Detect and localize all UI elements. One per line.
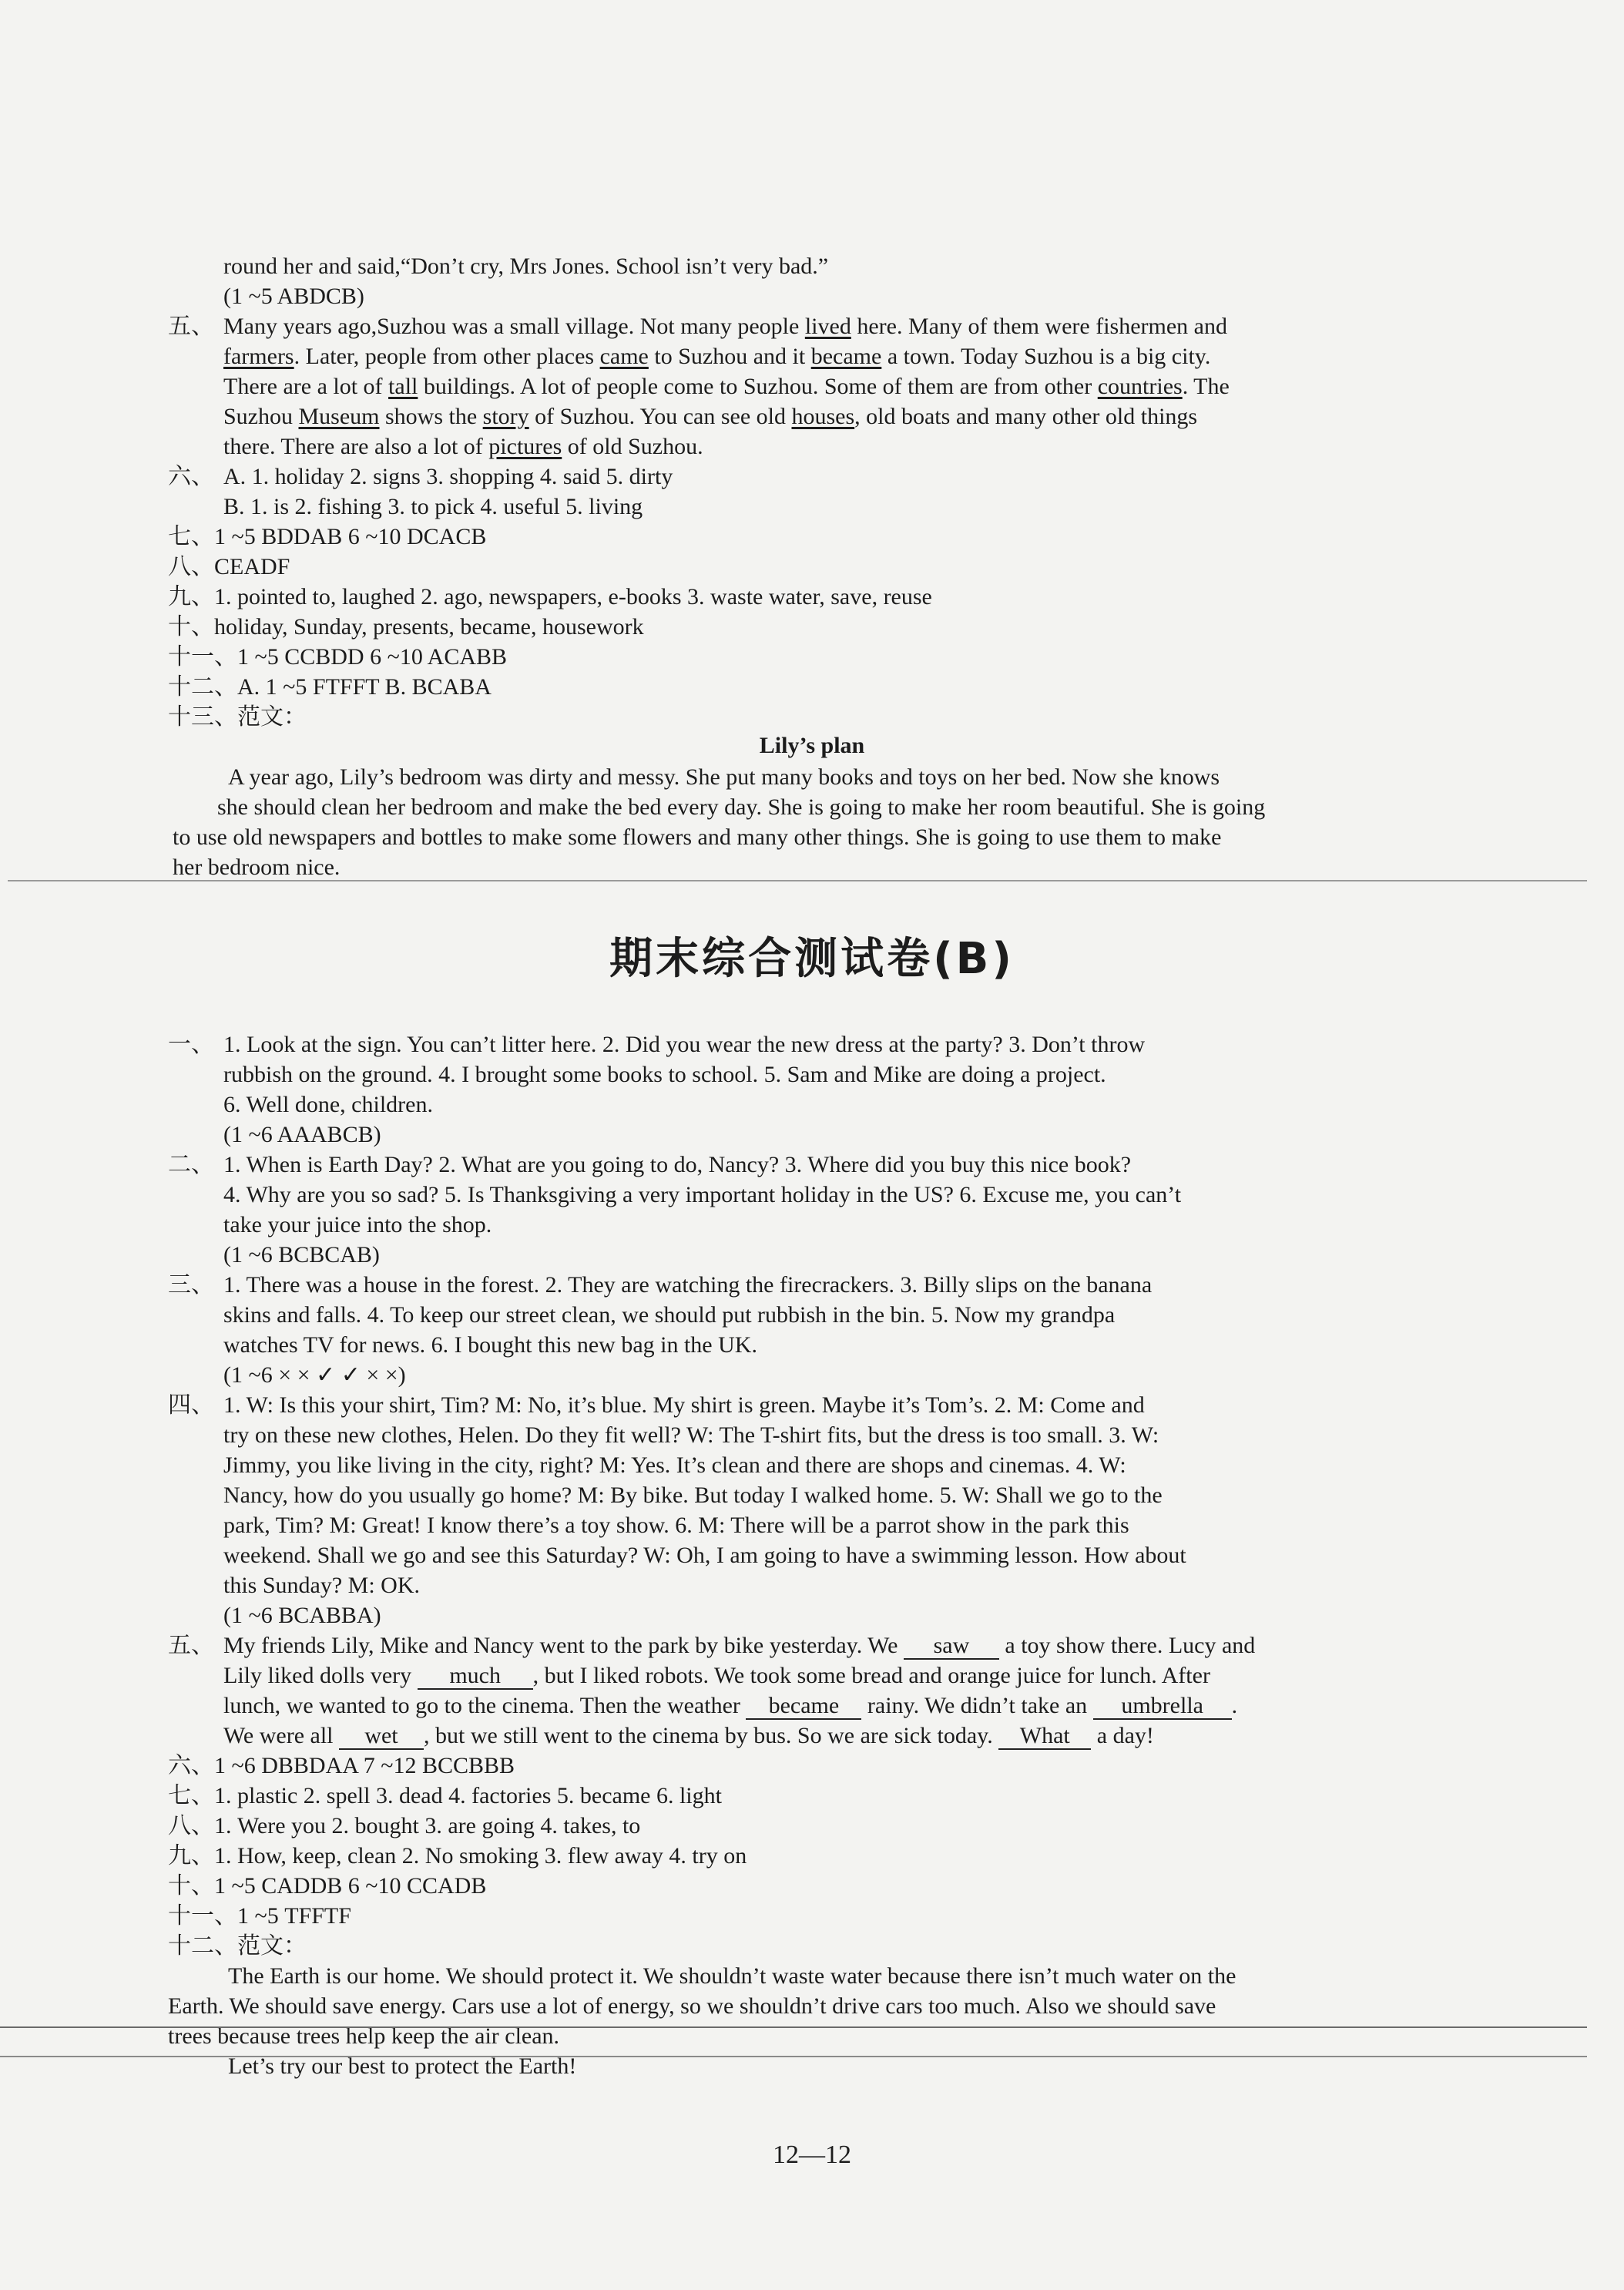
filled-blank: much bbox=[418, 1664, 533, 1690]
q9-answers: 九、1. How, keep, clean 2. No smoking 3. flew away 4. try on bbox=[168, 1843, 747, 1869]
q5-line-3: lunch, we wanted to go to the cinema. Then the weather became rainy. We didn’t take an umbrella . bbox=[223, 1693, 1238, 1718]
q5-line-1: 五、 Many years ago,Suzhou was a small village. Not many people lived here. Many of them were fishermen and bbox=[0, 311, 1624, 341]
q2-line: 4. Why are you so sad? 5. Is Thanksgiving a very important holiday in the US? 6. Excuse me, you can’t bbox=[223, 1182, 1182, 1207]
q6-answers: 六、1 ~6 DBBDAA 7 ~12 BCCBBB bbox=[168, 1753, 515, 1778]
q4-line: try on these new clothes, Helen. Do they fit well? W: The T-shirt fits, but the dress is too small. 3. W: bbox=[223, 1422, 1159, 1448]
q12-answers: 十二、A. 1 ~5 FTFFT B. BCABA bbox=[168, 674, 492, 700]
q6-line-b: B. 1. is 2. fishing 3. to pick 4. useful 5. living bbox=[223, 494, 643, 519]
filled-blank: umbrella bbox=[1093, 1694, 1232, 1720]
q8-answers: 八、1. Were you 2. bought 3. are going 4. takes, to bbox=[168, 1813, 641, 1838]
filled-blank: wet bbox=[339, 1724, 424, 1750]
question-label: 二、 bbox=[168, 1152, 214, 1177]
q13-label: 十三、范文： bbox=[168, 704, 307, 730]
scan-line bbox=[0, 2056, 1587, 2057]
essay-line: she should clean her bedroom and make the bed every day. She is going to make her room beautiful. She is going bbox=[217, 794, 1266, 820]
q4-line: Nancy, how do you usually go home? M: By bike. But today I walked home. 5. W: Shall we go to the bbox=[223, 1482, 1163, 1508]
q4-line: weekend. Shall we go and see this Saturday? W: Oh, I am going to have a swimming lesson. How about bbox=[223, 1543, 1186, 1568]
answer-word: tall bbox=[388, 374, 418, 399]
q9-answers: 九、1. pointed to, laughed 2. ago, newspapers, e-books 3. waste water, save, reuse bbox=[168, 584, 932, 609]
answer-word: became bbox=[810, 344, 882, 369]
answer-word: houses bbox=[791, 404, 855, 429]
q3-line: watches TV for news. 6. I bought this new bag in the UK. bbox=[223, 1332, 757, 1358]
q5-line-3: There are a lot of tall buildings. A lot of people come to Suzhou. Some of them are from other countries. The bbox=[223, 374, 1230, 399]
answer-word: lived bbox=[804, 314, 851, 339]
q5-line-4: Suzhou Museum shows the story of Suzhou. You can see old houses, old boats and many other old things bbox=[223, 404, 1198, 429]
q10-answers: 十、holiday, Sunday, presents, became, housework bbox=[168, 614, 644, 640]
essay-line: trees because trees help keep the air clean. bbox=[168, 2023, 560, 2049]
q11-answers: 十一、1 ~5 CCBDD 6 ~10 ACABB bbox=[168, 644, 508, 670]
q4-answers: (1 ~6 BCABBA) bbox=[223, 1603, 381, 1628]
essay-line: Earth. We should save energy. Cars use a lot of energy, so we shouldn’t drive cars too much. Also we should save bbox=[168, 1993, 1216, 2019]
q3-line: 三、 1. There was a house in the forest. 2. They are watching the firecrackers. 3. Billy slips on the banana bbox=[0, 1270, 1624, 1300]
exam-title: 期末综合测试卷(B) bbox=[609, 934, 1015, 984]
q10-answers: 十、1 ~5 CADDB 6 ~10 CCADB bbox=[168, 1873, 487, 1899]
q5-line-5: there. There are also a lot of pictures of old Suzhou. bbox=[223, 434, 703, 459]
q1-line: rubbish on the ground. 4. I brought some books to school. 5. Sam and Mike are doing a project. bbox=[223, 1062, 1106, 1087]
q2-answers: (1 ~6 BCBCAB) bbox=[223, 1242, 380, 1268]
q3-answers: (1 ~6 × × ✓ ✓ × ×) bbox=[223, 1362, 406, 1388]
q5-line-2: farmers. Later, people from other places came to Suzhou and it became a town. Today Suzhou is a big city. bbox=[223, 344, 1211, 369]
q2-line: take your juice into the shop. bbox=[223, 1212, 492, 1237]
q7-answers: 七、1 ~5 BDDAB 6 ~10 DCACB bbox=[168, 524, 487, 549]
q4-line: park, Tim? M: Great! I know there’s a toy show. 6. M: There will be a parrot show in the park this bbox=[223, 1513, 1129, 1538]
q12-label: 十二、范文： bbox=[168, 1933, 307, 1959]
q4-line: 四、 1. W: Is this your shirt, Tim? M: No, it’s blue. My shirt is green. Maybe it’s Tom’s. 2. M: Come and bbox=[0, 1390, 1624, 1420]
q8-answers: 八、CEADF bbox=[168, 554, 290, 579]
answer-word: Museum bbox=[298, 404, 380, 429]
q11-answers: 十一、1 ~5 TFFTF bbox=[168, 1903, 351, 1929]
q1-line: 一、 1. Look at the sign. You can’t litter here. 2. Did you wear the new dress at the party? 3. Don’t throw bbox=[0, 1029, 1624, 1059]
q6-line-a: 六、 A. 1. holiday 2. signs 3. shopping 4. said 5. dirty bbox=[0, 462, 1624, 492]
q4-line: Jimmy, you like living in the city, right? M: Yes. It’s clean and there are shops and cinemas. 4. W: bbox=[223, 1452, 1126, 1478]
essay-line: to use old newspapers and bottles to make some flowers and many other things. She is going to use them to make bbox=[173, 824, 1222, 850]
essay-line: her bedroom nice. bbox=[173, 855, 341, 880]
question-label: 四、 bbox=[168, 1392, 214, 1418]
essay-title: Lily’s plan bbox=[759, 733, 865, 758]
essay-line: The Earth is our home. We should protect it. We shouldn’t waste water because there isn’t much water on the bbox=[228, 1963, 1236, 1989]
q1-answers: (1 ~6 AAABCB) bbox=[223, 1122, 381, 1147]
page-number: 12—12 bbox=[773, 2141, 851, 2169]
text-line: round her and said,“Don’t cry, Mrs Jones. School isn’t very bad.” bbox=[223, 254, 829, 279]
scan-line bbox=[0, 2026, 1587, 2028]
answer-line: (1 ~5 ABDCB) bbox=[223, 284, 364, 309]
filled-blank: What bbox=[998, 1724, 1091, 1750]
question-label: 五、 bbox=[168, 1633, 214, 1658]
question-label: 五、 bbox=[168, 314, 214, 339]
essay-line: A year ago, Lily’s bedroom was dirty and messy. She put many books and toys on her bed. Now she knows bbox=[228, 764, 1220, 790]
q5-line-1: 五、 My friends Lily, Mike and Nancy went to the park by bike yesterday. We saw a toy show there. Lucy and bbox=[0, 1630, 1624, 1660]
q1-line: 6. Well done, children. bbox=[223, 1092, 433, 1117]
filled-blank: saw bbox=[904, 1634, 999, 1660]
question-label: 六、 bbox=[168, 464, 214, 489]
q3-line: skins and falls. 4. To keep our street clean, we should put rubbish in the bin. 5. Now my grandpa bbox=[223, 1302, 1116, 1328]
q2-line: 二、 1. When is Earth Day? 2. What are you going to do, Nancy? 3. Where did you buy this nice book? bbox=[0, 1150, 1624, 1180]
q5-line-4: We were all wet , but we still went to the cinema by bus. So we are sick today. What a day! bbox=[223, 1723, 1154, 1748]
section-divider bbox=[8, 880, 1587, 881]
answer-word: came bbox=[599, 344, 649, 369]
essay-line: Let’s try our best to protect the Earth! bbox=[228, 2053, 577, 2079]
answer-word: countries bbox=[1097, 374, 1183, 399]
question-label: 三、 bbox=[168, 1272, 214, 1298]
answer-word: pictures bbox=[488, 434, 562, 459]
filled-blank: became bbox=[746, 1694, 861, 1720]
question-label: 一、 bbox=[168, 1032, 214, 1057]
q7-answers: 七、1. plastic 2. spell 3. dead 4. factories 5. became 6. light bbox=[168, 1783, 722, 1808]
answer-word: story bbox=[482, 404, 529, 429]
answer-word: farmers bbox=[223, 344, 294, 369]
q5-line-2: Lily liked dolls very much , but I liked robots. We took some bread and orange juice for lunch. After bbox=[223, 1663, 1210, 1688]
q4-line: this Sunday? M: OK. bbox=[223, 1573, 420, 1598]
